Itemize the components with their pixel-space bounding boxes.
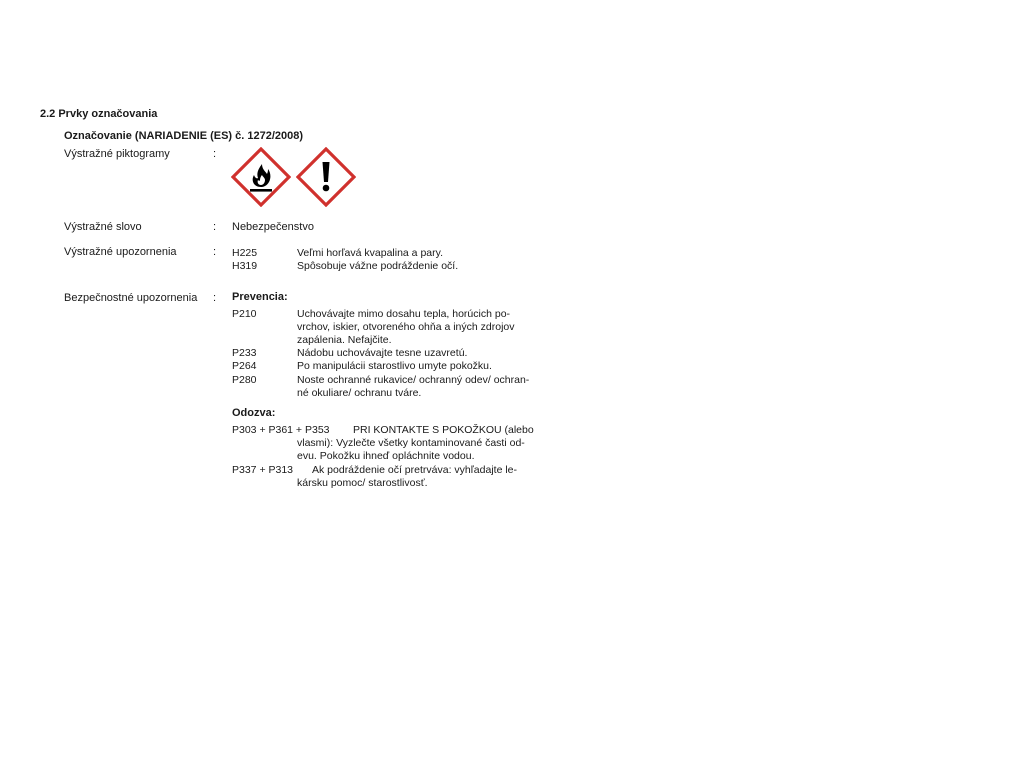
precaution-text: Ak podráždenie očí pretrváva: vyhľadajte le- <box>312 464 518 476</box>
precaution-text: Nádobu uchovávajte tesne uzavretú. <box>297 347 468 359</box>
hazard-text: Spôsobuje vážne podráždenie očí. <box>297 260 459 272</box>
precaution-code: P303 + P361 + P353 <box>232 424 330 436</box>
signal-word-value: Nebezpečenstvo <box>232 221 314 233</box>
precaution-code: P233 <box>232 347 257 359</box>
precaution-colon: : <box>213 292 217 304</box>
exclamation-icon <box>296 147 356 207</box>
precaution-text: vlasmi): Vyzlečte všetky kontaminované časti od- <box>297 437 525 449</box>
precaution-label: Bezpečnostné upozornenia <box>64 292 198 304</box>
precaution-code: P210 <box>232 308 257 320</box>
precaution-text: evu. Pokožku ihneď opláchnite vodou. <box>297 450 475 462</box>
precaution-code: P280 <box>232 374 257 386</box>
hazard-label: Výstražné upozornenia <box>64 246 177 258</box>
response-heading: Odozva: <box>232 407 276 419</box>
hazard-code: H319 <box>232 260 258 272</box>
hazard-colon: : <box>213 246 217 258</box>
pictograms-label: Výstražné piktogramy <box>64 148 170 160</box>
precaution-text: Noste ochranné rukavice/ ochranný odev/ ochran- <box>297 374 530 386</box>
signal-word-colon: : <box>213 221 217 233</box>
signal-word-label: Výstražné slovo <box>64 221 142 233</box>
precaution-text: kársku pomoc/ starostlivosť. <box>297 477 428 489</box>
precaution-text: Po manipulácii starostlivo umyte pokožku. <box>297 360 492 372</box>
hazard-code: H225 <box>232 247 258 259</box>
precaution-text: zapálenia. Nefajčite. <box>297 334 392 346</box>
pictograms-colon: : <box>213 148 217 160</box>
precaution-text: PRI KONTAKTE S POKOŽKOU (alebo <box>353 424 534 436</box>
section-title: 2.2 Prvky označovania <box>40 108 158 120</box>
prevention-heading: Prevencia: <box>232 291 288 303</box>
precaution-text: vrchov, iskier, otvoreného ohňa a iných zdrojov <box>297 321 515 333</box>
precaution-code: P337 + P313 <box>232 464 294 476</box>
hazard-text: Veľmi horľavá kvapalina a pary. <box>297 247 444 259</box>
flame-icon <box>231 147 291 207</box>
precaution-text: né okuliare/ ochranu tváre. <box>297 387 422 399</box>
precaution-code: P264 <box>232 360 257 372</box>
regulation-heading: Označovanie (NARIADENIE (ES) č. 1272/2008) <box>64 130 304 142</box>
precaution-text: Uchovávajte mimo dosahu tepla, horúcich po- <box>297 308 511 320</box>
